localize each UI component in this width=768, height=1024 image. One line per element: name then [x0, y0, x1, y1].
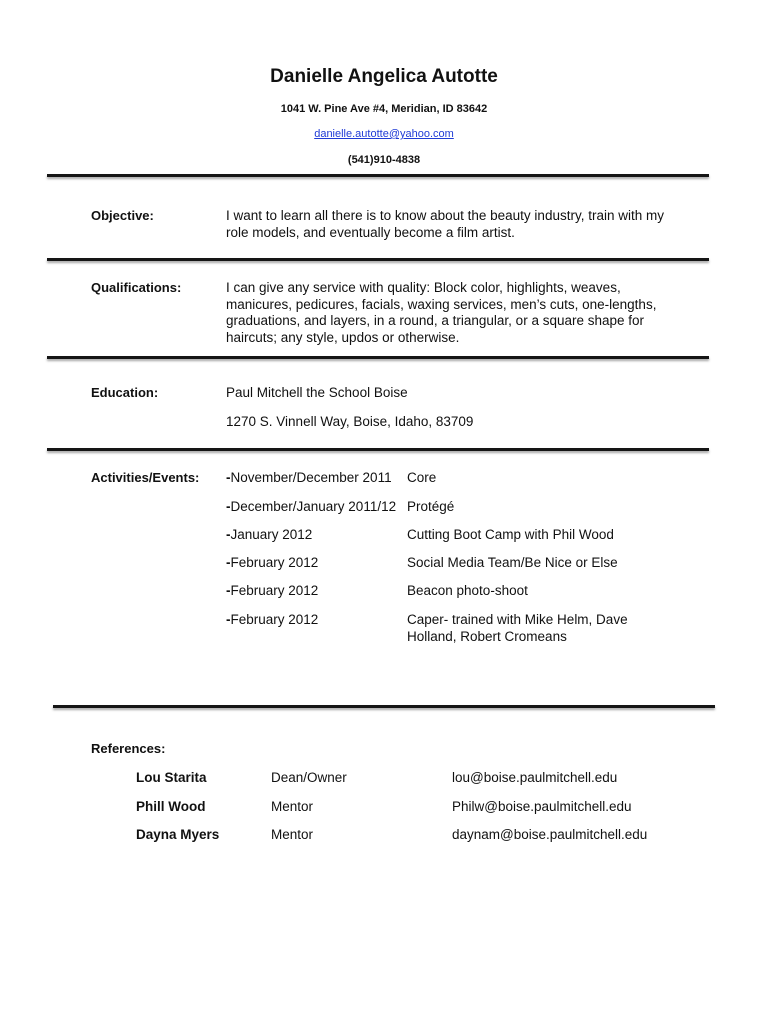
section-divider [47, 448, 709, 451]
activity-date-text: December/January 2011/12 [230, 499, 397, 514]
education-label: Education: [91, 385, 159, 400]
qualifications-line: manicures, pedicures, facials, waxing services, men’s cuts, one-lengths, [226, 296, 657, 312]
reference-name: Dayna Myers [136, 827, 220, 842]
activity-date-text: February 2012 [230, 612, 319, 627]
contact-address: 1041 W. Pine Ave #4, Meridian, ID 83642 [280, 103, 488, 115]
activity-dash: - [226, 555, 231, 570]
objective-line: I want to learn all there is to know about the beauty industry, train with my [226, 208, 664, 223]
activity-desc-line: Holland, Robert Cromeans [407, 628, 567, 644]
activity-dash: - [226, 583, 231, 598]
reference-role: Mentor [271, 827, 314, 842]
activity-desc-line: Caper- trained with Mike Helm, Dave [407, 612, 628, 627]
contact-email [0, 128, 768, 140]
activity-desc: Beacon photo-shoot [407, 583, 528, 598]
activity-dash: - [226, 612, 231, 627]
reference-role: Dean/Owner [271, 770, 347, 785]
email-link[interactable]: danielle.autotte@yahoo.com [314, 128, 454, 140]
qualifications-label: Qualifications: [91, 280, 182, 295]
activity-desc [407, 612, 647, 645]
section-divider [53, 705, 715, 708]
reference-name: Lou Starita [136, 770, 207, 785]
activity-date [226, 612, 406, 629]
section-divider [47, 174, 709, 177]
activity-dash: - [226, 527, 231, 542]
reference-name: Phill Wood [136, 799, 206, 814]
activity-date-text: February 2012 [230, 583, 319, 598]
activity-date [226, 555, 406, 572]
activity-date-text: November/December 2011 [230, 470, 392, 485]
activity-desc: Core [407, 470, 437, 485]
education-school: Paul Mitchell the School Boise [226, 385, 408, 400]
reference-email: daynam@boise.paulmitchell.edu [452, 827, 648, 842]
qualifications-line: graduations, and layers, in a round, a triangular, or a square shape for [226, 313, 645, 328]
qualifications-line: I can give any service with quality: Block color, highlights, weaves, [226, 280, 621, 295]
section-divider [47, 356, 709, 359]
reference-email: Philw@boise.paulmitchell.edu [452, 799, 632, 814]
activity-date-text: February 2012 [230, 555, 319, 570]
activity-desc: Cutting Boot Camp with Phil Wood [407, 527, 614, 542]
activity-date-text: January 2012 [230, 527, 313, 542]
activities-label: Activities/Events: [91, 470, 200, 485]
education-address: 1270 S. Vinnell Way, Boise, Idaho, 83709 [226, 414, 474, 429]
activity-dash: - [226, 470, 231, 485]
activity-date [226, 499, 406, 516]
qualifications-text [226, 280, 656, 346]
resume-name: Danielle Angelica Autotte [270, 66, 498, 87]
qualifications-line: haircuts; any style, updos or otherwise. [226, 329, 460, 345]
activity-desc: Protégé [407, 499, 455, 514]
references-label: References: [91, 741, 166, 756]
reference-role: Mentor [271, 799, 314, 814]
objective-line: role models, and eventually become a film artist. [226, 224, 515, 240]
activity-date [226, 527, 406, 544]
objective-label: Objective: [91, 208, 154, 223]
section-divider [47, 258, 709, 261]
activity-dash: - [226, 499, 231, 514]
activity-desc: Social Media Team/Be Nice or Else [407, 555, 618, 570]
activity-date [226, 470, 406, 487]
reference-email: lou@boise.paulmitchell.edu [452, 770, 618, 785]
activity-date [226, 583, 406, 600]
objective-text [226, 208, 664, 241]
contact-phone: (541)910-4838 [347, 154, 421, 166]
